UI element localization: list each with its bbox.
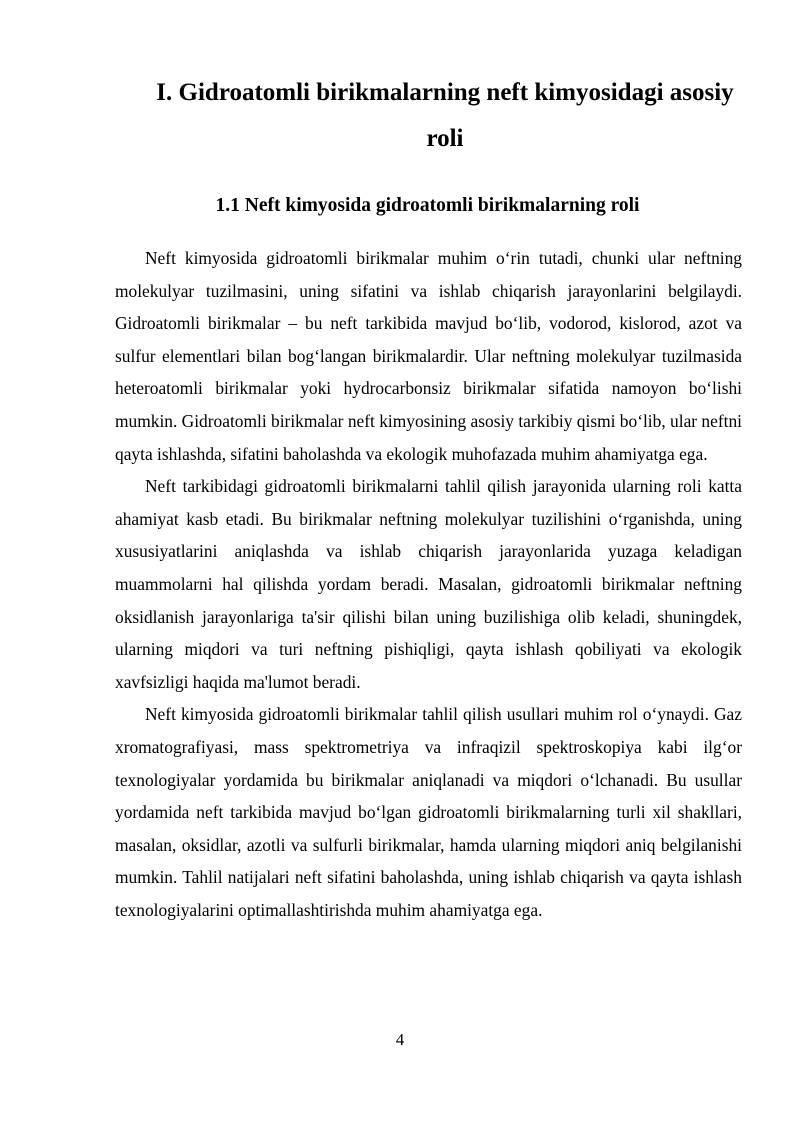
paragraph: Neft kimyosida gidroatomli birikmalar tahlil qilish usullari muhim rol o‘ynaydi. Gaz xromatografiyasi, mass spektrometriya va infraqizil spektroskopiya kabi ilg‘or texnologiyalar yordamida bu birikmalar aniqlanadi va miqdori o‘lchanadi. Bu usullar yordamida neft tarkibida mavjud bo‘lgan gidroatomli birikmalarning turli xil shakllari, masalan, oksidlar, azotli va sulfurli birikmalar, hamda ularning miqdori aniq belgilanishi mumkin. Tahlil natijalari neft sifatini baholashda, uning ishlab chiqarish va qayta ishlash texnologiyalarini optimallashtirishda muhim ahamiyatga ega. — [115, 704, 742, 920]
paragraph: Neft kimyosida gidroatomli birikmalar muhim o‘rin tutadi, chunki ular neftning molekulyar tuzilmasini, uning sifatini va ishlab chiqarish jarayonlarini belgilaydi. Gidroatomli birikmalar – bu neft tarkibida mavjud bo‘lib, vodorod, kislorod, azot va sulfur elementlari bilan bog‘langan birikmalardir. Ular neftning molekulyar tuzilmasida heteroatomli birikmalar yoki hydrocarbonsiz birikmalar sifatida namoyon bo‘lishi mumkin. Gidroatomli birikmalar neft kimyosining asosiy tarkibiy qismi bo‘lib, ular neftni qayta ishlashda, sifatini baholashda va ekologik muhofazada muhim ahamiyatga ega. — [115, 248, 742, 464]
section-title: 1.1 Neft kimyosida gidroatomli birikmalarning roli — [215, 195, 640, 216]
body-text — [115, 242, 742, 926]
paragraph: Neft tarkibidagi gidroatomli birikmalarni tahlil qilish jarayonida ularning roli katta ahamiyat kasb etadi. Bu birikmalar neftning molekulyar tuzilishini o‘rganishda, uning xususiyatlarini aniqlashda va ishlab chiqarish jarayonlarida yuzaga keladigan muammolarni hal qilishda yordam beradi. Masalan, gidroatomli birikmalar neftning oksidlanish jarayonlariga ta'sir qilishi bilan uning buzilishiga olib keladi, shuningdek, ularning miqdori va turi neftning pishiqligi, qayta ishlash qobiliyati va ekologik xavfsizligi haqida ma'lumot beradi. — [115, 476, 742, 692]
page-number: 4 — [395, 1030, 405, 1049]
chapter-title: I. Gidroatomli birikmalarning neft kimyosidagi asosiy roli — [156, 79, 734, 152]
